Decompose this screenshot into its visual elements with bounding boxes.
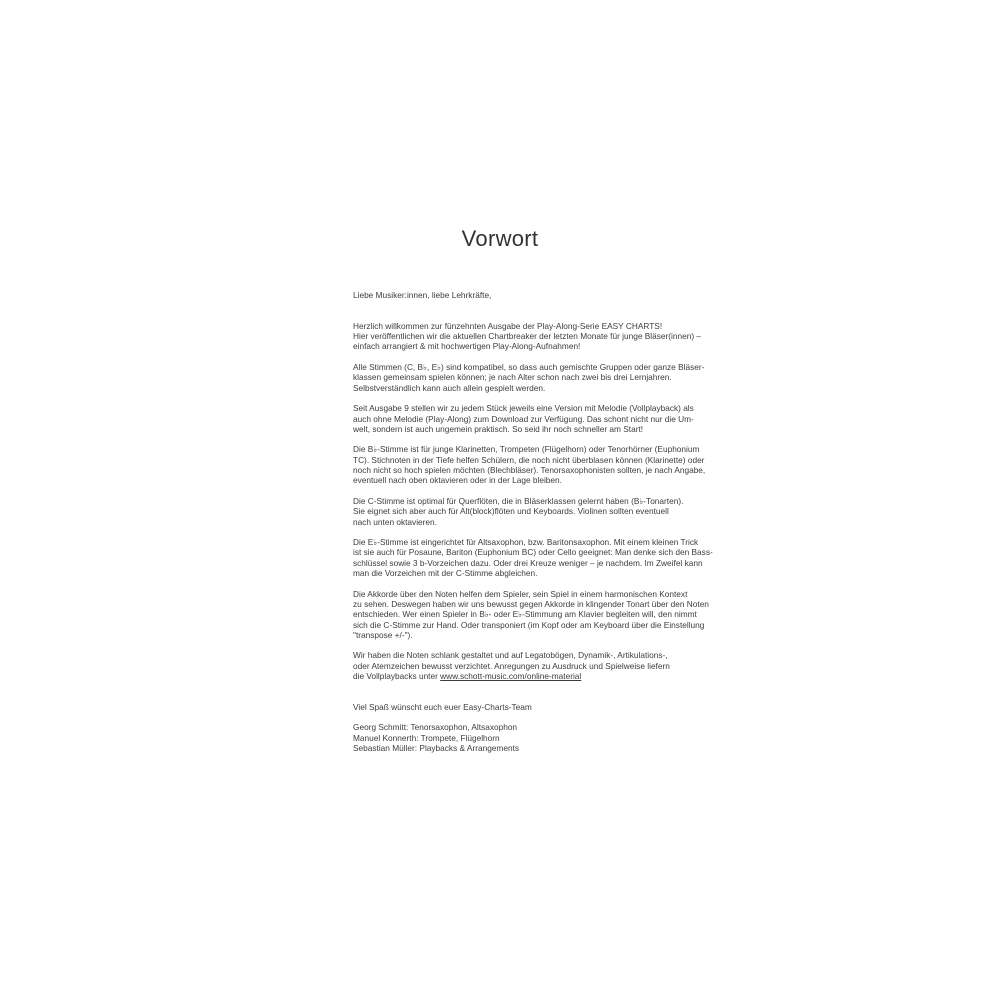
- paragraph-line: Alle Stimmen (C, B♭, E♭) sind kompatibel, so dass auch gemischte Gruppen oder ganze Bläser-: [353, 362, 705, 373]
- paragraph-line: "transpose +/-").: [353, 629, 413, 640]
- closing-line: Viel Spaß wünscht euch euer Easy-Charts-Team: [353, 701, 532, 712]
- foreword-body: [353, 290, 713, 754]
- paragraph-line: oder Atemzeichen bewusst verzichtet. Anregungen zu Ausdruck und Spielweise liefern: [353, 660, 670, 671]
- paragraph-line: ist sie auch für Posaune, Bariton (Euphonium BC) oder Cello geeignet: Man denke sich den Bass-: [353, 547, 713, 558]
- paragraph-download: [353, 403, 698, 434]
- paragraph-line: nach unten oktavieren.: [353, 516, 437, 527]
- paragraph-line: Seit Ausgabe 9 stellen wir zu jedem Stück jeweils eine Version mit Melodie (Vollplayback) als: [353, 403, 694, 414]
- team-member: Manuel Konnerth: Trompete, Flügelhorn: [353, 732, 500, 743]
- paragraph-bb-voice: [353, 444, 706, 486]
- team-member: Georg Schmitt: Tenorsaxophon, Altsaxophon: [353, 722, 518, 733]
- team-list: [353, 722, 698, 753]
- paragraph-chords: [353, 588, 709, 640]
- paragraph-line: man die Vorzeichen mit der C-Stimme abgleichen.: [353, 568, 538, 579]
- paragraph-line: Sie eignet sich aber auch für Alt(block)flöten und Keyboards. Violinen sollten eventuell: [353, 506, 669, 517]
- paragraph-line: einfach arrangiert & mit hochwertigen Play-Along-Aufnahmen!: [353, 341, 581, 352]
- online-material-link[interactable]: www.schott-music.com/online-material: [440, 670, 582, 681]
- paragraph-line: Die C-Stimme ist optimal für Querflöten, die in Bläserklassen gelernt haben (B♭-Tonarten).: [353, 495, 684, 506]
- paragraph-line: Hier veröffentlichen wir die aktuellen Chartbreaker der letzten Monate für junge Bläser(innen) –: [353, 331, 702, 342]
- page-title: Vorwort: [461, 226, 539, 251]
- team-member: Sebastian Müller: Playbacks & Arrangements: [353, 743, 520, 754]
- paragraph-line: entschieden. Wer einen Spieler in B♭- oder E♭-Stimmung am Klavier begleiten will, den nimmt: [353, 609, 697, 620]
- paragraph-line: klassen gemeinsam spielen können; je nach Alter schon nach zwei bis drei Lernjahren.: [353, 372, 672, 383]
- paragraph-intro: [353, 320, 702, 352]
- paragraph-line: Die B♭-Stimme ist für junge Klarinetten, Trompeten (Flügelhorn) oder Tenorhörner (Euphonium: [353, 444, 700, 455]
- greeting: Liebe Musiker:innen, liebe Lehrkräfte,: [353, 290, 492, 300]
- paragraph-line: Herzlich willkommen zur fünzehnten Ausgabe der Play-Along-Serie EASY CHARTS!: [353, 320, 663, 331]
- paragraph-line: eventuell nach oben oktavieren oder in der Lage bleiben.: [353, 475, 562, 486]
- paragraph-line: sich die C-Stimme zur Hand. Oder transponiert (im Kopf oder am Keyboard über die Einstellung: [353, 619, 705, 630]
- paragraph-voices: [353, 362, 705, 393]
- paragraph-line: noch nicht so hoch spielen möchten (Blechbläser). Tenorsaxophonisten sollten, je nach Angabe,: [353, 465, 706, 476]
- paragraph-line: Wir haben die Noten schlank gestaltet und auf Legatobögen, Dynamik-, Artikulations-,: [353, 650, 668, 661]
- paragraph-line: Die E♭-Stimme ist eingerichtet für Altsaxophon, bzw. Baritonsaxophon. Mit einem kleinen Trick: [353, 537, 699, 548]
- paragraph-line: zu sehen. Deswegen haben wir uns bewusst gegen Akkorde in klingender Tonart über den Noten: [353, 598, 709, 609]
- paragraph-line-with-link: [353, 671, 698, 681]
- paragraph-line: auch ohne Melodie (Play-Along) zum Download zur Verfügung. Das schont nicht nur die Um-: [353, 413, 694, 424]
- paragraph-notes: [353, 650, 698, 681]
- link-prefix: die Vollplaybacks unter: [353, 670, 441, 681]
- paragraph-line: Selbstverständlich kann auch allein gespielt werden.: [353, 382, 546, 393]
- paragraph-line: Die Akkorde über den Noten helfen dem Spieler, sein Spiel in einem harmonischen Kontext: [353, 588, 688, 599]
- paragraph-line: TC). Stichnoten in der Tiefe helfen Schülern, die noch nicht überblasen können (Klarinette) oder: [353, 454, 705, 465]
- paragraph-eb-voice: [353, 537, 713, 579]
- paragraph-c-voice: [353, 496, 698, 527]
- paragraph-line: welt, sondern ist auch ungemein praktisch. So seid ihr noch schneller am Start!: [353, 423, 644, 434]
- paragraph-line: schlüssel sowie 3 b-Vorzeichen dazu. Oder drei Kreuze weniger – je nachdem. Im Zweifel kann: [353, 557, 703, 568]
